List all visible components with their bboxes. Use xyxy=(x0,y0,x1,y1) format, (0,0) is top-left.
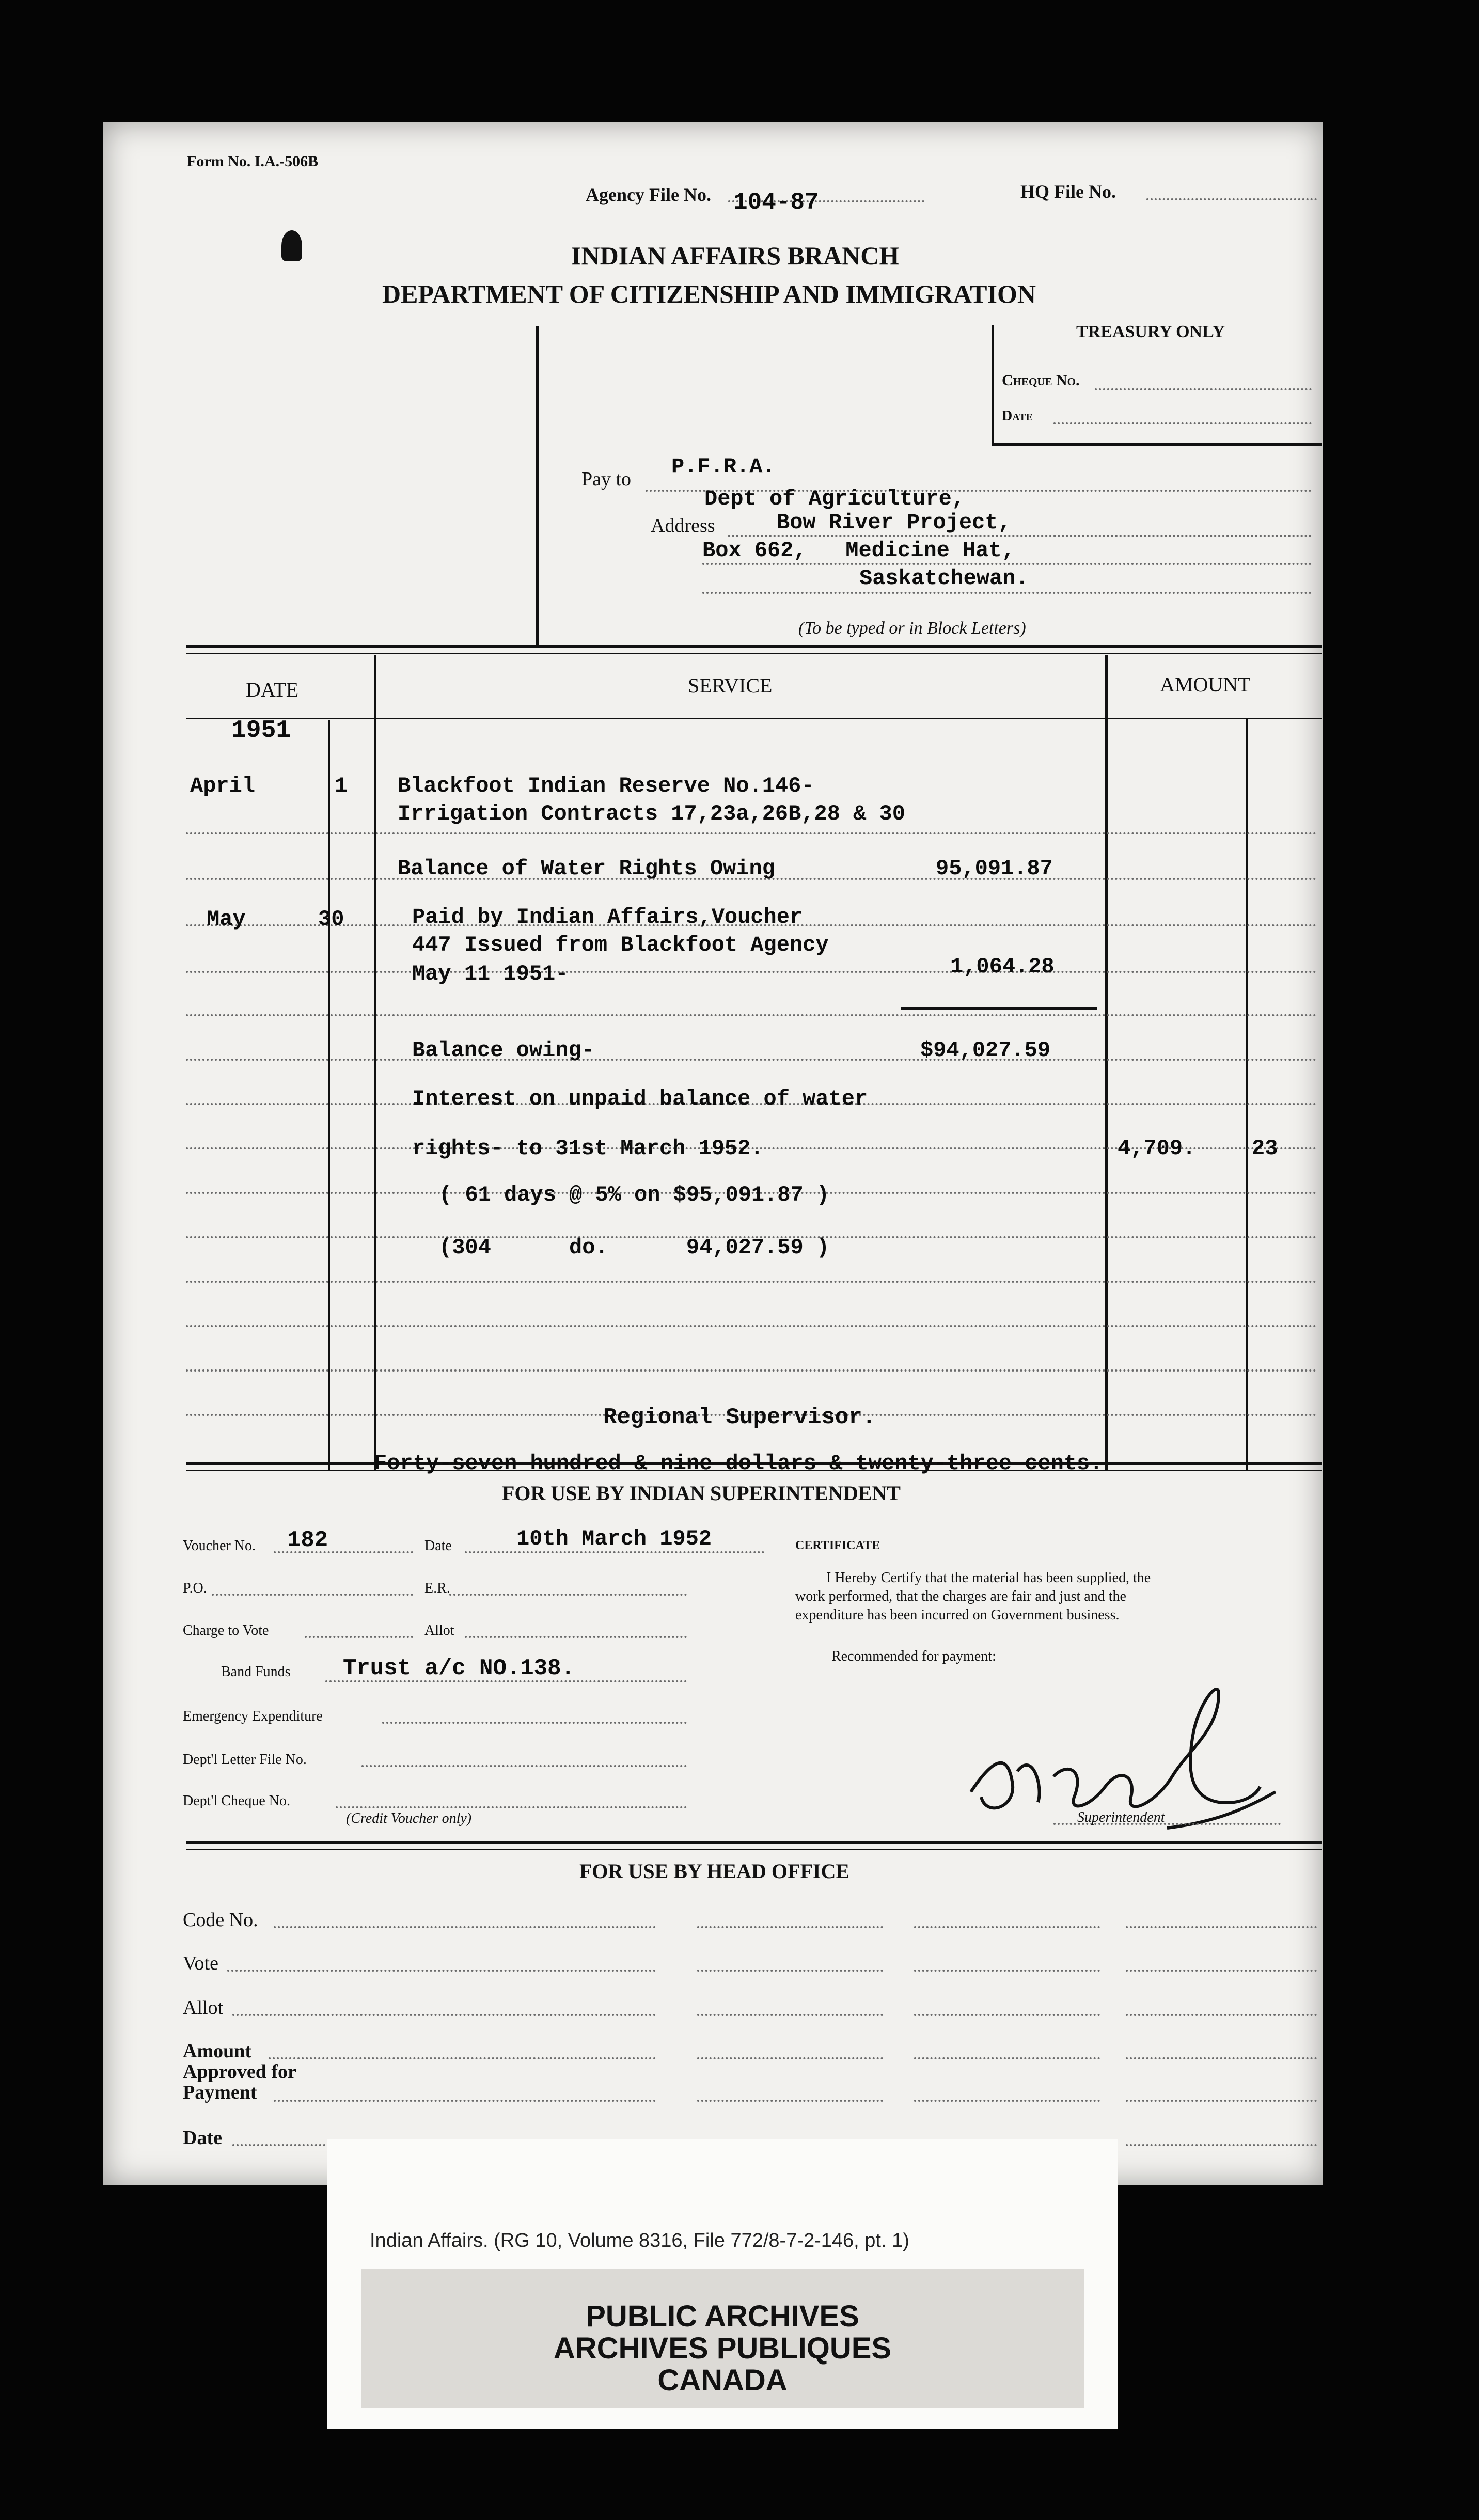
allot-label: Allot xyxy=(424,1623,454,1639)
voucher-date-line xyxy=(465,1551,764,1553)
amount-line xyxy=(914,2057,1100,2059)
cheque-no-line xyxy=(336,1806,687,1808)
allot-label: Allot xyxy=(183,1997,224,2019)
row-line xyxy=(186,1059,1317,1061)
credit-voucher-note: (Credit Voucher only) xyxy=(346,1810,472,1826)
entry-month: May xyxy=(207,907,246,932)
service-header: SERVICE xyxy=(688,674,773,697)
row-line xyxy=(186,1325,1317,1327)
entry-service-line: Balance owing- xyxy=(412,1038,594,1063)
address-line-2 xyxy=(702,563,1312,565)
certificate-text: expenditure has been incurred on Government business. xyxy=(795,1607,1120,1623)
cheque-no-line xyxy=(1095,388,1312,390)
amount-line xyxy=(697,2057,883,2059)
code-no-label: Code No. xyxy=(183,1909,258,1931)
address-line-1 xyxy=(728,535,1312,537)
address-value-2: Box 662, Medicine Hat, xyxy=(702,538,1015,563)
code-no-line xyxy=(1126,1926,1317,1928)
superintendent-title: FOR USE BY INDIAN SUPERINTENDENT xyxy=(502,1482,901,1505)
emergency-label: Emergency Expenditure xyxy=(183,1708,323,1724)
amount-header: AMOUNT xyxy=(1160,673,1251,696)
entry-service-line: ( 61 days @ 5% on $95,091.87 ) xyxy=(439,1183,830,1207)
hq-file-line xyxy=(1146,198,1317,200)
voucher-date-label: Date xyxy=(424,1538,452,1554)
entry-service-line: 447 Issued from Blackfoot Agency xyxy=(412,933,829,957)
entry-service-line: May 11 1951- xyxy=(412,962,569,986)
letter-file-line xyxy=(361,1765,687,1767)
vote-line xyxy=(1126,1970,1317,1972)
pay-block-border xyxy=(536,326,539,645)
voucher-date-value: 10th March 1952 xyxy=(516,1526,712,1551)
voucher-no-value: 182 xyxy=(287,1527,328,1553)
archive-citation: Indian Affairs. (RG 10, Volume 8316, File 772/8-7-2-146, pt. 1) xyxy=(370,2230,909,2251)
amount-line xyxy=(1126,2057,1317,2059)
letter-file-label: Dept'l Letter File No. xyxy=(183,1752,307,1768)
er-label: E.R. xyxy=(424,1580,450,1596)
row-line xyxy=(186,832,1317,834)
band-funds-value: Trust a/c NO.138. xyxy=(343,1656,575,1681)
year-value: 1951 xyxy=(231,717,291,745)
entry-service-line: rights- to 31st March 1952. xyxy=(412,1136,764,1161)
address-value-1: Bow River Project, xyxy=(777,510,1011,535)
treasury-date-label: Date xyxy=(1002,408,1033,424)
vote-label: Vote xyxy=(183,1952,218,1974)
vote-line xyxy=(227,1970,656,1972)
block-letters-note: (To be typed or in Block Letters) xyxy=(798,619,1026,638)
branch-title: INDIAN AFFAIRS BRANCH xyxy=(571,241,900,270)
vote-line xyxy=(697,1970,883,1972)
code-no-line xyxy=(914,1926,1100,1928)
subtotal-rule xyxy=(901,1007,1097,1010)
archive-country: CANADA xyxy=(657,2364,788,2397)
address-value-3: Saskatchewan. xyxy=(859,566,1029,591)
entry-sub-amount: 1,064.28 xyxy=(950,954,1055,979)
approved-label: Approved for xyxy=(183,2061,296,2083)
po-line xyxy=(212,1594,413,1596)
bell-icon xyxy=(281,230,302,261)
entry-service-line: Irrigation Contracts 17,23a,26B,28 & 30 xyxy=(398,801,905,826)
payment-line xyxy=(1126,2100,1317,2102)
head-office-title: FOR USE BY HEAD OFFICE xyxy=(579,1860,850,1883)
vote-line xyxy=(914,1970,1100,1972)
cents-column-border xyxy=(1246,718,1248,1471)
table-top-rule xyxy=(186,645,1322,648)
amount-cents: 23 xyxy=(1252,1136,1278,1161)
band-funds-label: Band Funds xyxy=(221,1664,291,1680)
total-in-words: Forty-seven hundred & nine dollars & twenty-three cents. xyxy=(374,1451,1103,1476)
row-line xyxy=(186,1369,1317,1372)
entry-sub-amount: $94,027.59 xyxy=(920,1038,1051,1063)
regional-supervisor: Regional Supervisor. xyxy=(603,1405,876,1430)
entry-service-line: Blackfoot Indian Reserve No.146- xyxy=(398,774,814,798)
allot-line xyxy=(1126,2014,1317,2016)
entry-sub-amount: 95,091.87 xyxy=(936,856,1053,881)
department-title: DEPARTMENT OF CITIZENSHIP AND IMMIGRATION xyxy=(382,279,1036,308)
address-label: Address xyxy=(651,515,715,537)
allot-line xyxy=(232,2014,656,2016)
payment-line xyxy=(274,2100,656,2102)
pay-to-label: Pay to xyxy=(581,468,632,490)
date-header: DATE xyxy=(246,678,299,701)
row-line xyxy=(186,1014,1317,1016)
address-line-3 xyxy=(702,592,1312,594)
form-number: Form No. I.A.-506B xyxy=(187,153,319,170)
payment-label: Payment xyxy=(183,2082,257,2103)
certificate-title: CERTIFICATE xyxy=(795,1539,880,1552)
po-label: P.O. xyxy=(183,1580,207,1596)
treasury-border-bottom xyxy=(992,443,1322,446)
allot-line xyxy=(914,2014,1100,2016)
header-rule xyxy=(186,718,1322,719)
entry-service-line: Interest on unpaid balance of water xyxy=(412,1086,868,1111)
amount-line xyxy=(269,2057,656,2059)
date-column-border xyxy=(374,655,376,1471)
code-no-line xyxy=(274,1926,656,1928)
date-line xyxy=(1126,2144,1317,2146)
agency-file-value: 104-87 xyxy=(733,189,819,216)
entry-day: 30 xyxy=(318,907,344,932)
hq-file-label: HQ File No. xyxy=(1020,181,1116,202)
agency-file-label: Agency File No. xyxy=(586,184,711,205)
certificate-text: I Hereby Certify that the material has been supplied, the xyxy=(826,1570,1151,1586)
payment-line xyxy=(914,2100,1100,2102)
service-column-border xyxy=(1105,655,1108,1471)
charge-to-vote-label: Charge to Vote xyxy=(183,1623,269,1639)
treasury-title: TREASURY ONLY xyxy=(1076,322,1225,341)
pay-to-line-2: Dept of Agriculture, xyxy=(704,486,965,511)
treasury-border xyxy=(992,325,994,445)
entry-day: 1 xyxy=(335,774,348,798)
charge-line xyxy=(305,1636,413,1638)
row-line xyxy=(186,1281,1317,1283)
allot-line xyxy=(465,1636,687,1638)
row-line xyxy=(186,971,1317,973)
code-no-line xyxy=(697,1926,883,1928)
entry-service-line: Balance of Water Rights Owing xyxy=(398,856,775,881)
cheque-no-label: Dept'l Cheque No. xyxy=(183,1793,291,1809)
payment-line xyxy=(697,2100,883,2102)
emergency-line xyxy=(382,1722,687,1724)
pay-to-value: P.F.R.A. xyxy=(671,454,776,479)
entry-service-line: (304 do. 94,027.59 ) xyxy=(439,1235,830,1260)
er-line xyxy=(449,1594,687,1596)
table-top-rule-2 xyxy=(186,653,1322,654)
band-funds-line xyxy=(325,1680,687,1682)
archive-name-fr: ARCHIVES PUBLIQUES xyxy=(553,2332,892,2365)
voucher-no-label: Voucher No. xyxy=(183,1538,256,1554)
recommended-label: Recommended for payment: xyxy=(831,1648,996,1664)
head-office-rule-2 xyxy=(186,1849,1322,1850)
allot-line xyxy=(697,2014,883,2016)
superintendent-label: Superintendent xyxy=(1077,1809,1165,1825)
archive-name-en: PUBLIC ARCHIVES xyxy=(586,2300,859,2333)
certificate-text: work performed, that the charges are fair and just and the xyxy=(795,1588,1126,1604)
treasury-date-line xyxy=(1053,422,1312,424)
amount-label: Amount xyxy=(183,2040,252,2062)
head-office-rule xyxy=(186,1841,1322,1844)
head-office-date-label: Date xyxy=(183,2127,222,2149)
entry-month: April xyxy=(190,774,256,798)
entry-service-line: Paid by Indian Affairs,Voucher xyxy=(412,905,803,930)
amount-dollars: 4,709. xyxy=(1118,1136,1196,1161)
cheque-no-label: Cheque No. xyxy=(1002,372,1080,389)
